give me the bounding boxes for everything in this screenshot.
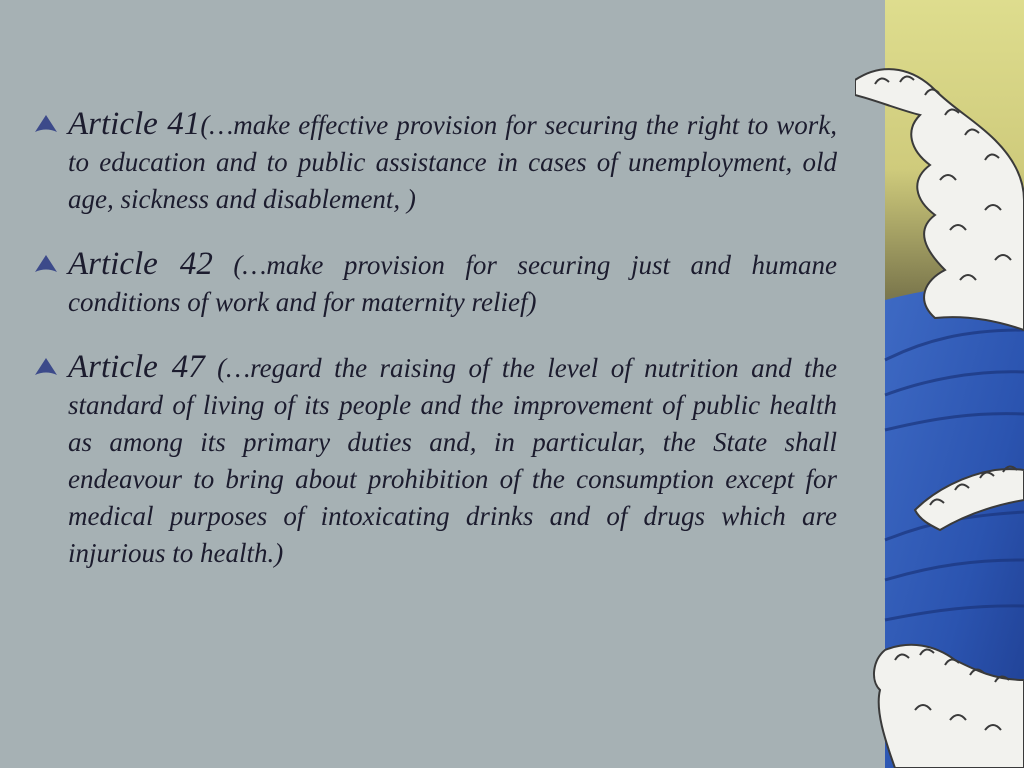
bullet-item-article-42 bbox=[34, 246, 837, 321]
article-text: (…make provision for securing just and humane conditions of work and for maternity relief) bbox=[68, 250, 837, 317]
article-number: Article 41 bbox=[68, 106, 201, 142]
article-number: Article 42 bbox=[68, 246, 213, 282]
great-wave-decoration bbox=[855, 0, 1024, 768]
triangle-bullet-icon bbox=[34, 357, 58, 377]
article-text: (…make effective provision for securing the right to work, to education and to public assistance in cases of unemployment, old age, sickness and disablement, ) bbox=[68, 110, 837, 214]
bullet-list bbox=[34, 106, 837, 600]
triangle-bullet-icon bbox=[34, 114, 58, 134]
bullet-item-article-41 bbox=[34, 106, 837, 218]
article-number: Article 47 bbox=[68, 349, 205, 385]
bullet-item-article-47 bbox=[34, 349, 837, 572]
article-text: (…regard the raising of the level of nutrition and the standard of living of its people and the improvement of public health as among its primary duties and, in particular, the State shall endeavour to bring about prohibition of the consumption except for medical purposes of intoxicating drinks and of drugs which are injurious to health.) bbox=[68, 353, 837, 568]
triangle-bullet-icon bbox=[34, 254, 58, 274]
